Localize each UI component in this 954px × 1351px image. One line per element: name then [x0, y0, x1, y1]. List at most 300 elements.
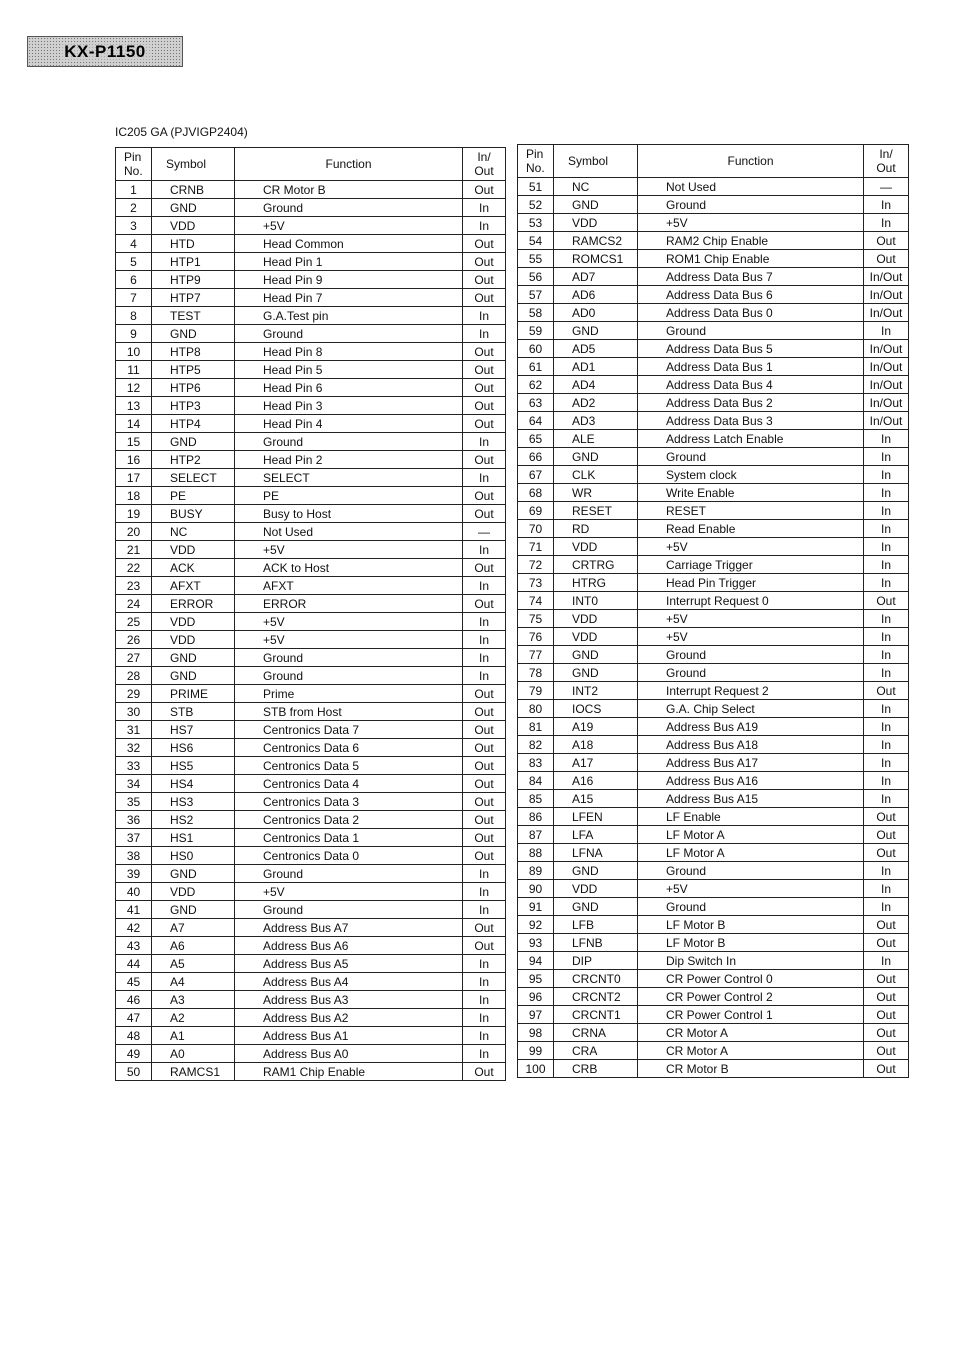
- pin-symbol: A2: [152, 1009, 235, 1027]
- pin-number: 84: [518, 772, 554, 790]
- header-in-out: In/ Out: [463, 148, 506, 181]
- table-row: [116, 739, 506, 757]
- pin-number: 71: [518, 538, 554, 556]
- pin-function: Ground: [638, 322, 864, 340]
- pin-direction: Out: [463, 271, 506, 289]
- pin-number: 35: [116, 793, 152, 811]
- pin-function: Address Bus A15: [638, 790, 864, 808]
- table-row: [116, 307, 506, 325]
- pin-function: Ground: [235, 667, 463, 685]
- pin-symbol: PRIME: [152, 685, 235, 703]
- pin-symbol: GND: [152, 865, 235, 883]
- pin-symbol: AD2: [554, 394, 638, 412]
- pin-direction: Out: [463, 685, 506, 703]
- pin-number: 61: [518, 358, 554, 376]
- pin-symbol: PE: [152, 487, 235, 505]
- pin-function: LF Motor A: [638, 826, 864, 844]
- pin-number: 21: [116, 541, 152, 559]
- pin-number: 79: [518, 682, 554, 700]
- pin-number: 73: [518, 574, 554, 592]
- pin-function: Centronics Data 4: [235, 775, 463, 793]
- pin-symbol: GND: [152, 199, 235, 217]
- table-row: [518, 376, 909, 394]
- pin-symbol: HS5: [152, 757, 235, 775]
- pin-symbol: NC: [152, 523, 235, 541]
- table-row: [518, 790, 909, 808]
- pin-number: 38: [116, 847, 152, 865]
- pin-direction: Out: [463, 595, 506, 613]
- pin-function: Head Pin 1: [235, 253, 463, 271]
- table-row: [518, 682, 909, 700]
- pin-direction: In: [864, 628, 909, 646]
- pin-number: 47: [116, 1009, 152, 1027]
- pin-function: Centronics Data 6: [235, 739, 463, 757]
- pin-symbol: A1: [152, 1027, 235, 1045]
- pin-function: LF Motor A: [638, 844, 864, 862]
- pin-function: Address Data Bus 7: [638, 268, 864, 286]
- table-row: [116, 325, 506, 343]
- pin-function: +5V: [638, 880, 864, 898]
- pin-number: 3: [116, 217, 152, 235]
- pin-number: 88: [518, 844, 554, 862]
- pin-symbol: CRA: [554, 1042, 638, 1060]
- pin-direction: Out: [463, 1063, 506, 1081]
- pin-function: RESET: [638, 502, 864, 520]
- pin-symbol: INT0: [554, 592, 638, 610]
- pin-function: Ground: [235, 433, 463, 451]
- table-row: [518, 556, 909, 574]
- table-row: [518, 844, 909, 862]
- pin-number: 85: [518, 790, 554, 808]
- pin-symbol: GND: [554, 664, 638, 682]
- table-row: [116, 487, 506, 505]
- pin-direction: Out: [463, 847, 506, 865]
- pin-symbol: GND: [554, 322, 638, 340]
- pin-number: 86: [518, 808, 554, 826]
- pin-number: 24: [116, 595, 152, 613]
- pin-direction: In: [463, 1045, 506, 1063]
- table-row: [518, 538, 909, 556]
- pin-symbol: AD5: [554, 340, 638, 358]
- pin-number: 74: [518, 592, 554, 610]
- pin-symbol: HTP2: [152, 451, 235, 469]
- table-row: [518, 340, 909, 358]
- pin-symbol: A7: [152, 919, 235, 937]
- pin-function: CR Motor B: [638, 1060, 864, 1078]
- table-row: [116, 217, 506, 235]
- pin-function: CR Power Control 2: [638, 988, 864, 1006]
- pin-direction: In: [463, 649, 506, 667]
- pin-function: Address Latch Enable: [638, 430, 864, 448]
- pin-number: 57: [518, 286, 554, 304]
- pin-number: 29: [116, 685, 152, 703]
- table-row: [518, 880, 909, 898]
- pin-function: Centronics Data 5: [235, 757, 463, 775]
- pin-direction: In: [864, 880, 909, 898]
- pin-function: Address Bus A16: [638, 772, 864, 790]
- table-row: [116, 253, 506, 271]
- pin-number: 45: [116, 973, 152, 991]
- pin-function: Ground: [235, 901, 463, 919]
- table-row: [116, 577, 506, 595]
- pin-function: Ground: [235, 865, 463, 883]
- table-row: [116, 1045, 506, 1063]
- pin-number: 95: [518, 970, 554, 988]
- pin-symbol: CRTRG: [554, 556, 638, 574]
- pin-function: Head Pin 4: [235, 415, 463, 433]
- pin-number: 15: [116, 433, 152, 451]
- table-row: [116, 847, 506, 865]
- table-row: [116, 685, 506, 703]
- pin-function: Address Data Bus 1: [638, 358, 864, 376]
- pin-symbol: NC: [554, 178, 638, 196]
- table-row: [116, 937, 506, 955]
- pin-number: 48: [116, 1027, 152, 1045]
- pin-function: Address Bus A1: [235, 1027, 463, 1045]
- pin-number: 72: [518, 556, 554, 574]
- table-row: [518, 592, 909, 610]
- pin-function: Address Data Bus 3: [638, 412, 864, 430]
- pin-symbol: AD1: [554, 358, 638, 376]
- table-row: [518, 1060, 909, 1078]
- table-row: [116, 505, 506, 523]
- table-row: [518, 736, 909, 754]
- pin-number: 11: [116, 361, 152, 379]
- pin-function: Head Pin 3: [235, 397, 463, 415]
- pin-direction: In: [864, 862, 909, 880]
- pin-direction: In: [864, 736, 909, 754]
- pin-number: 52: [518, 196, 554, 214]
- pin-function: +5V: [235, 631, 463, 649]
- table-row: [518, 214, 909, 232]
- pin-number: 16: [116, 451, 152, 469]
- pin-function: +5V: [235, 883, 463, 901]
- pin-function: Address Bus A7: [235, 919, 463, 937]
- pin-number: 90: [518, 880, 554, 898]
- pin-direction: In: [463, 955, 506, 973]
- pin-symbol: GND: [554, 196, 638, 214]
- table-row: [116, 343, 506, 361]
- pin-function: +5V: [235, 541, 463, 559]
- pin-number: 14: [116, 415, 152, 433]
- pin-direction: In: [864, 610, 909, 628]
- table-row: [116, 667, 506, 685]
- table-row: [116, 865, 506, 883]
- pin-symbol: GND: [152, 901, 235, 919]
- pin-function: PE: [235, 487, 463, 505]
- pin-function: ERROR: [235, 595, 463, 613]
- pin-symbol: VDD: [152, 217, 235, 235]
- pin-number: 23: [116, 577, 152, 595]
- table-row: [116, 523, 506, 541]
- pin-function: Address Bus A18: [638, 736, 864, 754]
- pin-direction: In: [463, 631, 506, 649]
- pin-symbol: HTD: [152, 235, 235, 253]
- pin-direction: In: [463, 199, 506, 217]
- pin-symbol: CRNB: [152, 181, 235, 199]
- pin-number: 68: [518, 484, 554, 502]
- pin-direction: In: [864, 538, 909, 556]
- table-row: [116, 451, 506, 469]
- pin-function: Address Bus A0: [235, 1045, 463, 1063]
- pin-number: 60: [518, 340, 554, 358]
- pin-function: CR Power Control 0: [638, 970, 864, 988]
- pin-function: Ground: [235, 649, 463, 667]
- pin-direction: Out: [463, 739, 506, 757]
- model-label: KX-P1150: [60, 42, 150, 62]
- pin-symbol: VDD: [554, 538, 638, 556]
- pin-direction: In: [463, 541, 506, 559]
- table-row: [518, 1042, 909, 1060]
- table-row: [518, 1006, 909, 1024]
- pin-number: 51: [518, 178, 554, 196]
- pin-number: 93: [518, 934, 554, 952]
- table-row: [116, 289, 506, 307]
- pin-number: 41: [116, 901, 152, 919]
- pin-direction: Out: [463, 775, 506, 793]
- pin-direction: Out: [864, 988, 909, 1006]
- pin-function: CR Power Control 1: [638, 1006, 864, 1024]
- table-row: [116, 631, 506, 649]
- pin-function: Address Data Bus 0: [638, 304, 864, 322]
- table-row: [116, 973, 506, 991]
- pin-direction: Out: [463, 919, 506, 937]
- pin-function: Address Data Bus 5: [638, 340, 864, 358]
- pin-number: 59: [518, 322, 554, 340]
- pin-symbol: LFEN: [554, 808, 638, 826]
- pin-symbol: ROMCS1: [554, 250, 638, 268]
- table-row: [518, 862, 909, 880]
- pin-number: 94: [518, 952, 554, 970]
- pin-symbol: HTP7: [152, 289, 235, 307]
- pin-number: 22: [116, 559, 152, 577]
- table-row: [518, 952, 909, 970]
- pin-function: Not Used: [638, 178, 864, 196]
- pin-direction: In: [463, 1027, 506, 1045]
- pin-number: 8: [116, 307, 152, 325]
- pin-symbol: SELECT: [152, 469, 235, 487]
- pin-symbol: ALE: [554, 430, 638, 448]
- pin-direction: Out: [463, 703, 506, 721]
- pin-direction: Out: [864, 1042, 909, 1060]
- pin-function: Head Pin 5: [235, 361, 463, 379]
- pin-function: Address Bus A17: [638, 754, 864, 772]
- table-row: [518, 826, 909, 844]
- table-row: [518, 628, 909, 646]
- pin-symbol: A16: [554, 772, 638, 790]
- pin-symbol: HTP1: [152, 253, 235, 271]
- pin-direction: In/Out: [864, 394, 909, 412]
- pin-number: 58: [518, 304, 554, 322]
- table-row: [518, 466, 909, 484]
- pin-direction: Out: [463, 487, 506, 505]
- pin-symbol: HS6: [152, 739, 235, 757]
- pin-symbol: VDD: [152, 883, 235, 901]
- pin-direction: In: [463, 865, 506, 883]
- pin-symbol: AD0: [554, 304, 638, 322]
- header-symbol: Symbol: [152, 148, 235, 181]
- table-row: [116, 829, 506, 847]
- pin-direction: Out: [463, 721, 506, 739]
- table-row: [116, 1063, 506, 1081]
- pin-symbol: CRB: [554, 1060, 638, 1078]
- ic-title: IC205 GA (PJVIGP2404): [115, 125, 248, 139]
- table-row: [518, 394, 909, 412]
- header-function: Function: [235, 148, 463, 181]
- pin-number: 62: [518, 376, 554, 394]
- pin-direction: In: [864, 754, 909, 772]
- pin-direction: In: [864, 448, 909, 466]
- pin-function: RAM2 Chip Enable: [638, 232, 864, 250]
- pin-function: Address Bus A5: [235, 955, 463, 973]
- pin-direction: In: [463, 469, 506, 487]
- pin-number: 70: [518, 520, 554, 538]
- pin-symbol: DIP: [554, 952, 638, 970]
- header-pin-no: Pin No.: [116, 148, 152, 181]
- table-row: [116, 415, 506, 433]
- pin-direction: Out: [463, 415, 506, 433]
- pin-number: 7: [116, 289, 152, 307]
- pin-number: 49: [116, 1045, 152, 1063]
- pin-symbol: HS4: [152, 775, 235, 793]
- pin-direction: Out: [864, 1060, 909, 1078]
- pin-number: 33: [116, 757, 152, 775]
- pin-symbol: ACK: [152, 559, 235, 577]
- pin-function: System clock: [638, 466, 864, 484]
- pin-symbol: AD4: [554, 376, 638, 394]
- table-row: [518, 646, 909, 664]
- pin-number: 89: [518, 862, 554, 880]
- pin-function: Head Pin 7: [235, 289, 463, 307]
- pin-table-left: [115, 147, 506, 1081]
- pin-number: 46: [116, 991, 152, 1009]
- pin-number: 6: [116, 271, 152, 289]
- pin-number: 56: [518, 268, 554, 286]
- pin-symbol: HS7: [152, 721, 235, 739]
- table-row: [116, 433, 506, 451]
- pin-direction: In: [864, 196, 909, 214]
- pin-function: Centronics Data 3: [235, 793, 463, 811]
- table-row: [116, 793, 506, 811]
- pin-symbol: TEST: [152, 307, 235, 325]
- table-row: [116, 883, 506, 901]
- pin-number: 87: [518, 826, 554, 844]
- pin-function: CR Motor A: [638, 1024, 864, 1042]
- table-row: [116, 775, 506, 793]
- table-row: [116, 379, 506, 397]
- pin-direction: Out: [463, 811, 506, 829]
- table-row: [518, 970, 909, 988]
- pin-number: 4: [116, 235, 152, 253]
- pin-direction: Out: [463, 235, 506, 253]
- pin-number: 2: [116, 199, 152, 217]
- pin-symbol: A18: [554, 736, 638, 754]
- pin-function: Write Enable: [638, 484, 864, 502]
- pin-number: 44: [116, 955, 152, 973]
- pin-symbol: HTP3: [152, 397, 235, 415]
- pin-function: Address Data Bus 2: [638, 394, 864, 412]
- pin-number: 50: [116, 1063, 152, 1081]
- pin-function: STB from Host: [235, 703, 463, 721]
- pin-number: 77: [518, 646, 554, 664]
- pin-number: 32: [116, 739, 152, 757]
- table-row: [116, 559, 506, 577]
- pin-symbol: A4: [152, 973, 235, 991]
- pin-function: LF Motor B: [638, 934, 864, 952]
- pin-function: Address Bus A19: [638, 718, 864, 736]
- pin-number: 30: [116, 703, 152, 721]
- pin-number: 19: [116, 505, 152, 523]
- pin-symbol: VDD: [554, 880, 638, 898]
- pin-direction: Out: [864, 826, 909, 844]
- pin-symbol: GND: [152, 433, 235, 451]
- pin-function: LF Enable: [638, 808, 864, 826]
- pin-direction: Out: [463, 181, 506, 199]
- pin-symbol: A19: [554, 718, 638, 736]
- pin-symbol: RAMCS2: [554, 232, 638, 250]
- pin-function: G.A.Test pin: [235, 307, 463, 325]
- pin-function: Address Data Bus 6: [638, 286, 864, 304]
- table-row: [116, 955, 506, 973]
- pin-function: Head Common: [235, 235, 463, 253]
- pin-direction: Out: [463, 379, 506, 397]
- table-row: [116, 703, 506, 721]
- pin-symbol: GND: [554, 898, 638, 916]
- pin-function: ACK to Host: [235, 559, 463, 577]
- pin-function: Head Pin 9: [235, 271, 463, 289]
- pin-number: 98: [518, 1024, 554, 1042]
- pin-direction: In: [463, 307, 506, 325]
- pin-direction: Out: [463, 793, 506, 811]
- pin-direction: —: [463, 523, 506, 541]
- pin-function: Head Pin 6: [235, 379, 463, 397]
- pin-direction: In: [864, 664, 909, 682]
- pin-number: 75: [518, 610, 554, 628]
- table-header-row: [518, 145, 909, 178]
- table-row: [116, 757, 506, 775]
- pin-function: G.A. Chip Select: [638, 700, 864, 718]
- pin-function: Ground: [638, 448, 864, 466]
- pin-number: 76: [518, 628, 554, 646]
- pin-direction: In: [463, 1009, 506, 1027]
- pin-direction: In/Out: [864, 412, 909, 430]
- pin-function: +5V: [638, 610, 864, 628]
- pin-function: Head Pin 8: [235, 343, 463, 361]
- pin-direction: In/Out: [864, 376, 909, 394]
- pin-direction: Out: [864, 682, 909, 700]
- pin-symbol: HTP6: [152, 379, 235, 397]
- pin-direction: —: [864, 178, 909, 196]
- pin-symbol: HS0: [152, 847, 235, 865]
- pin-direction: Out: [463, 505, 506, 523]
- pin-direction: In: [864, 952, 909, 970]
- pin-number: 26: [116, 631, 152, 649]
- pin-function: Ground: [638, 898, 864, 916]
- table-row: [518, 700, 909, 718]
- pin-direction: In: [463, 883, 506, 901]
- pin-number: 1: [116, 181, 152, 199]
- table-row: [116, 1009, 506, 1027]
- pin-direction: Out: [864, 250, 909, 268]
- pin-direction: Out: [864, 592, 909, 610]
- pin-direction: In: [864, 700, 909, 718]
- header-symbol: Symbol: [554, 145, 638, 178]
- pin-symbol: WR: [554, 484, 638, 502]
- pin-function: Head Pin Trigger: [638, 574, 864, 592]
- pin-number: 91: [518, 898, 554, 916]
- pin-function: RAM1 Chip Enable: [235, 1063, 463, 1081]
- pin-number: 43: [116, 937, 152, 955]
